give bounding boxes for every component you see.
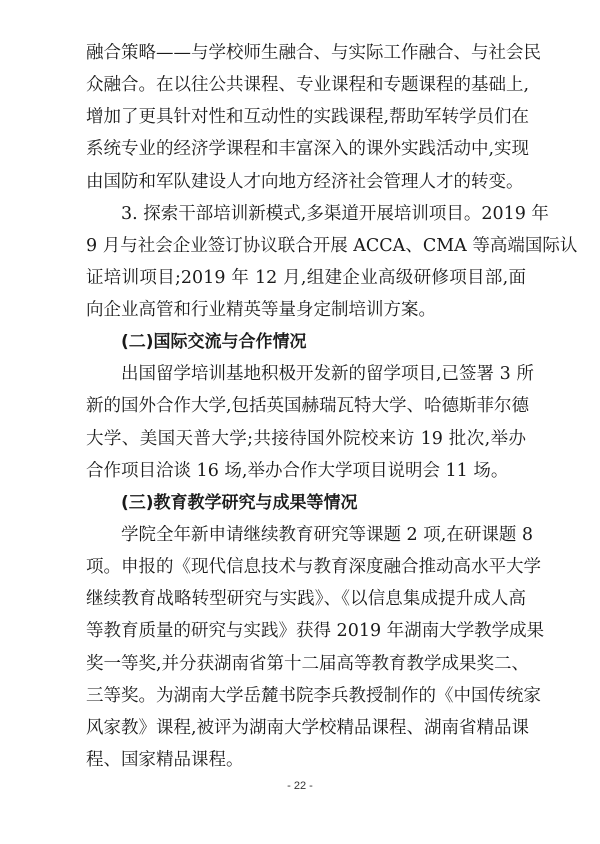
body-text-line: 等教育质量的研究与实践》获得 2019 年湖南大学教学成果 [86,621,545,641]
body-text-line: 出国留学培训基地积极开发新的留学项目,已签署 3 所 [121,364,534,384]
body-text-line: 由国防和军队建设人才向地方经济社会管理人才的转变。 [86,172,524,192]
section-heading: (三)教育教学研究与成果等情况 [121,493,358,513]
body-text-line: 众融合。在以往公共课程、专业课程和专题课程的基础上, [86,75,530,95]
body-text-line: 程、国家精品课程。 [86,750,244,770]
body-text-line: 奖一等奖,并分获湖南省第十二届高等教育教学成果奖二、 [86,654,530,674]
body-text-line: 新的国外合作大学,包括英国赫瑞瓦特大学、哈德斯菲尔德 [86,396,530,416]
body-text-line: 9 月与社会企业签订协议联合开展 ACCA、CMA 等高端国际认 [86,236,578,256]
body-text-line: 继续教育战略转型研究与实践》、《以信息集成提升成人高 [86,589,526,609]
body-text-line: 融合策略——与学校师生融合、与实际工作融合、与社会民 [86,43,541,63]
body-text-line: 三等奖。为湖南大学岳麓书院李兵教授制作的《中国传统家 [86,686,541,706]
body-text-line: 项。申报的《现代信息技术与教育深度融合推动高水平大学 [86,557,541,577]
body-text-line: 风家教》课程,被评为湖南大学校精品课程、湖南省精品课 [86,718,530,738]
body-text-line: 增加了更具针对性和互动性的实践课程,帮助军转学员们在 [86,107,530,127]
body-text-line: 3. 探索干部培训新模式,多渠道开展培训项目。2019 年 [121,204,549,224]
page-number: - 22 - [287,780,313,792]
body-text-line: 学院全年新申请继续教育研究等课题 2 项,在研课题 8 [121,525,534,545]
body-text-line: 合作项目洽谈 16 场,举办合作大学项目说明会 11 场。 [86,461,509,481]
body-text-line: 向企业高管和行业精英等量身定制培训方案。 [86,300,436,320]
body-text-line: 系统专业的经济学课程和丰富深入的课外实践活动中,实现 [86,139,530,159]
section-heading: (二)国际交流与合作情况 [121,332,307,352]
body-text-line: 证培训项目;2019 年 12 月,组建企业高级研修项目部,面 [86,268,526,288]
body-text-line: 大学、美国天普大学;共接待国外院校来访 19 批次,举办 [86,429,526,449]
